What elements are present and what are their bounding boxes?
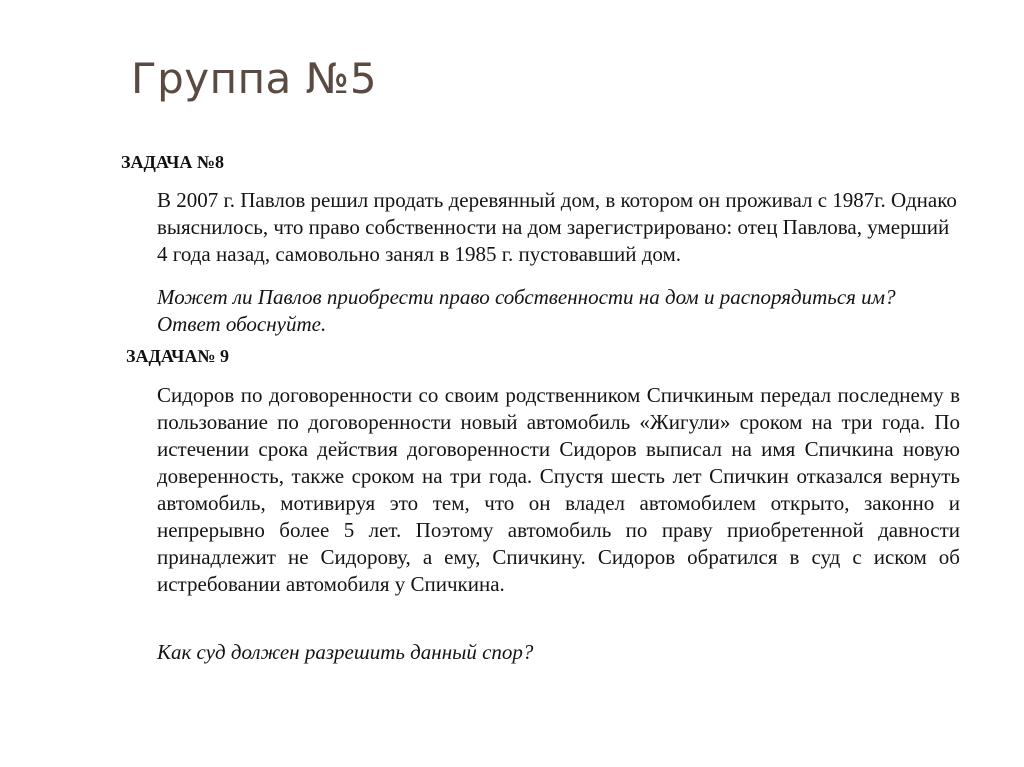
task-9-heading: ЗАДАЧА№ 9 <box>126 346 229 366</box>
task-9-text: Сидоров по договоренности со своим родственником Спичкиным передал последнему в пользование по договоренности новый автомобиль «Жигули» сроком на три года. По истечении срока действия договоренности Сидоров выписал на имя Спичкина новую доверенность, также сроком на три года. Спустя шесть лет Спичкин отказался вернуть автомобиль, мотивируя это тем, что он владел автомобилем открыто, законно и непрерывно более 5 лет. Поэтому автомобиль по праву приобретенной давности принадлежит не Сидорову, а ему, Спичкину. Сидоров обратился в суд с иском об истребовании автомобиля у Спичкина. <box>157 383 960 596</box>
task-8-heading: ЗАДАЧА №8 <box>121 152 224 172</box>
task-8-question: Может ли Павлов приобрести право собственности на дом и распорядиться им? Ответ обоснуйте. <box>157 285 896 336</box>
task-8-text: В 2007 г. Павлов решил продать деревянный дом, в котором он проживал с 1987г. Однако выяснилось, что право собственности на дом зарегистрировано: отец Павлова, умерший 4 года назад, самовольно занял в 1985 г. пустовавший дом. <box>157 188 957 266</box>
task-9-question: Как суд должен разрешить данный спор? <box>157 640 534 664</box>
slide-title: Группа №5 <box>131 54 378 103</box>
